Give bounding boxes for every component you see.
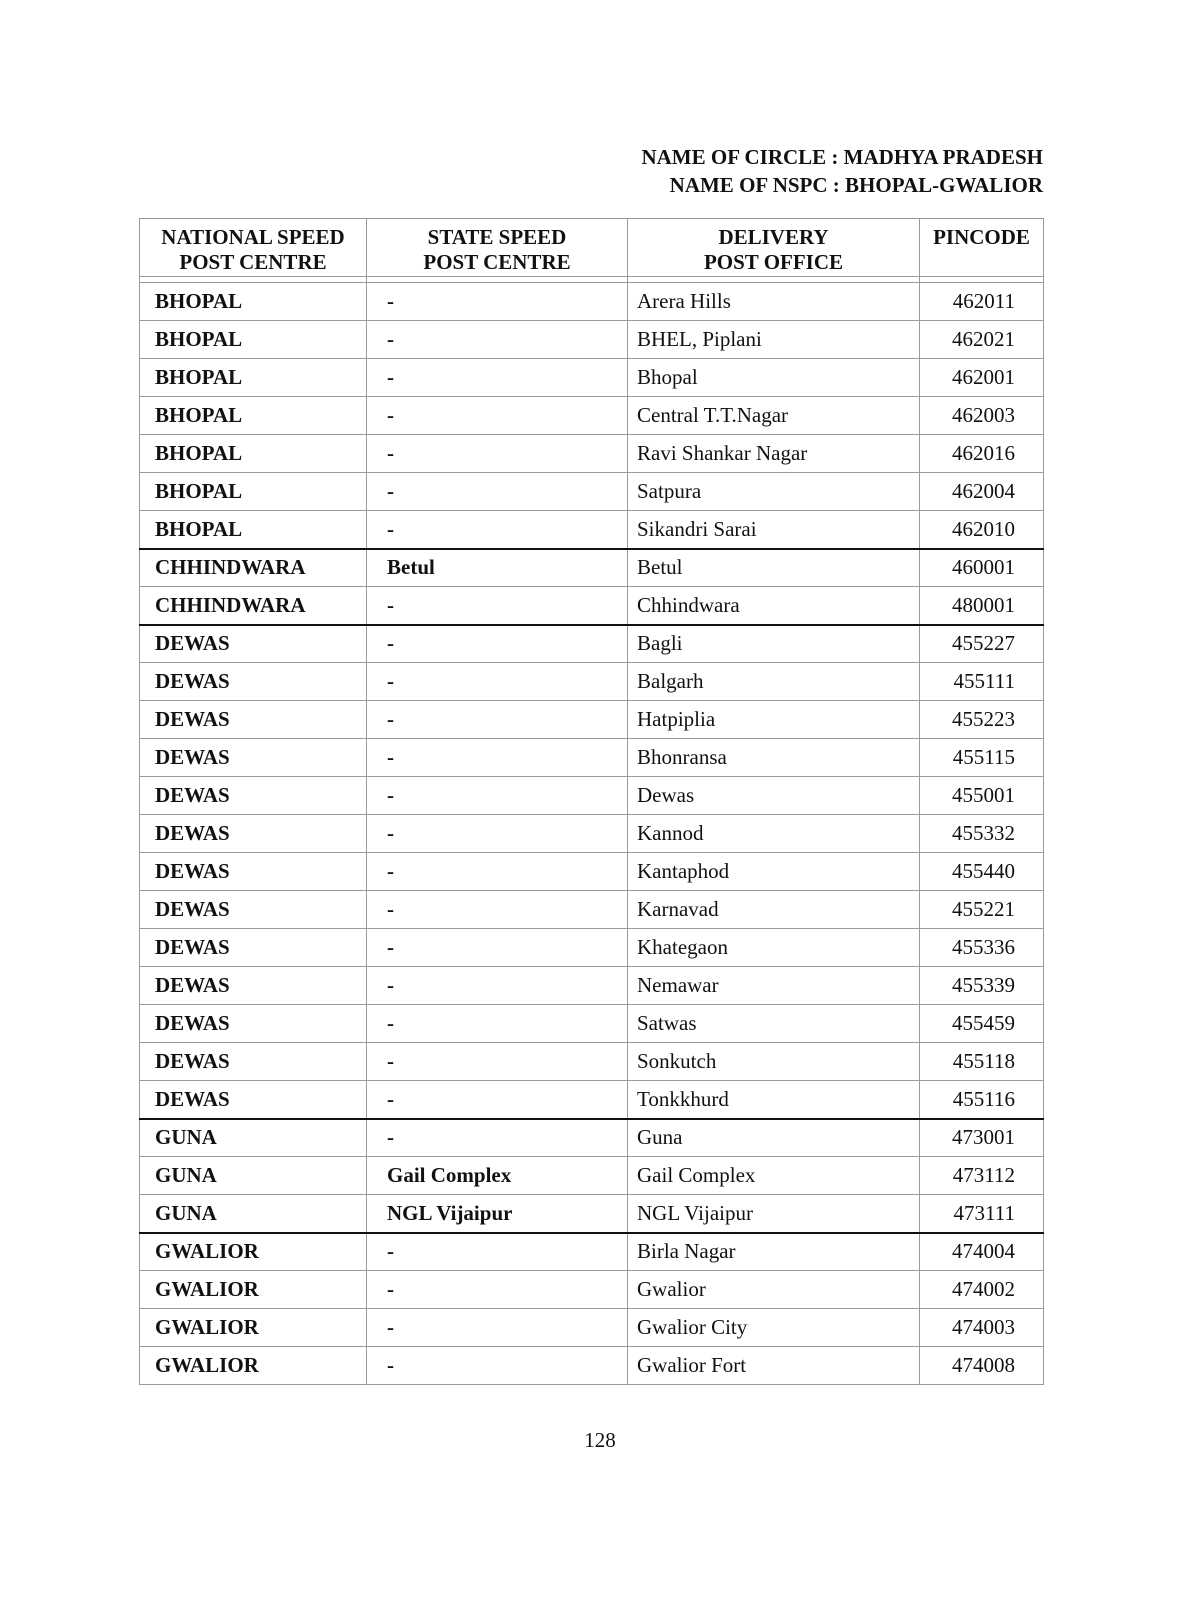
cell-nspc: BHOPAL (140, 397, 367, 435)
cell-pincode: 462003 (920, 397, 1044, 435)
table-row (140, 435, 1044, 473)
cell-pincode: 455336 (920, 929, 1044, 967)
table-row (140, 701, 1044, 739)
cell-nspc: DEWAS (140, 815, 367, 853)
document-header (641, 143, 1043, 199)
cell-pincode: 473111 (920, 1195, 1044, 1233)
cell-nspc: GWALIOR (140, 1271, 367, 1309)
cell-delivery-office: Guna (628, 1119, 920, 1157)
table-row (140, 549, 1044, 587)
cell-delivery-office: Birla Nagar (628, 1233, 920, 1271)
cell-nspc: CHHINDWARA (140, 549, 367, 587)
cell-delivery-office: Gwalior (628, 1271, 920, 1309)
column-header-office: DELIVERY POST OFFICE (628, 219, 920, 277)
cell-sspc: - (367, 511, 628, 549)
cell-nspc: BHOPAL (140, 435, 367, 473)
cell-nspc: DEWAS (140, 967, 367, 1005)
cell-delivery-office: Khategaon (628, 929, 920, 967)
column-header-pincode: PINCODE (920, 219, 1044, 277)
cell-delivery-office: Ravi Shankar Nagar (628, 435, 920, 473)
table-row (140, 929, 1044, 967)
cell-sspc: - (367, 739, 628, 777)
cell-pincode: 455111 (920, 663, 1044, 701)
cell-pincode: 462001 (920, 359, 1044, 397)
cell-pincode: 462021 (920, 321, 1044, 359)
cell-sspc: Betul (367, 549, 628, 587)
table-row (140, 967, 1044, 1005)
cell-delivery-office: Karnavad (628, 891, 920, 929)
cell-nspc: DEWAS (140, 1081, 367, 1119)
cell-nspc: BHOPAL (140, 359, 367, 397)
table-row (140, 1309, 1044, 1347)
cell-pincode: 462010 (920, 511, 1044, 549)
cell-nspc: DEWAS (140, 625, 367, 663)
cell-delivery-office: Bagli (628, 625, 920, 663)
cell-delivery-office: Kannod (628, 815, 920, 853)
cell-sspc: - (367, 1043, 628, 1081)
cell-delivery-office: Balgarh (628, 663, 920, 701)
cell-sspc: - (367, 701, 628, 739)
cell-nspc: GUNA (140, 1195, 367, 1233)
table-row (140, 739, 1044, 777)
cell-sspc: - (367, 853, 628, 891)
table-row (140, 1157, 1044, 1195)
cell-delivery-office: Kantaphod (628, 853, 920, 891)
cell-nspc: BHOPAL (140, 283, 367, 321)
cell-pincode: 455339 (920, 967, 1044, 1005)
cell-nspc: DEWAS (140, 777, 367, 815)
cell-sspc: Gail Complex (367, 1157, 628, 1195)
pincode-table (139, 218, 1044, 1385)
cell-sspc: - (367, 473, 628, 511)
cell-nspc: DEWAS (140, 663, 367, 701)
table-row (140, 815, 1044, 853)
table-row (140, 625, 1044, 663)
cell-nspc: GWALIOR (140, 1347, 367, 1385)
cell-delivery-office: Arera Hills (628, 283, 920, 321)
cell-delivery-office: Gail Complex (628, 1157, 920, 1195)
table-row (140, 283, 1044, 321)
cell-sspc: - (367, 283, 628, 321)
cell-pincode: 473112 (920, 1157, 1044, 1195)
cell-pincode: 474008 (920, 1347, 1044, 1385)
cell-nspc: DEWAS (140, 701, 367, 739)
cell-sspc: - (367, 1081, 628, 1119)
circle-name: NAME OF CIRCLE : MADHYA PRADESH (641, 145, 1043, 169)
table-row (140, 1347, 1044, 1385)
cell-pincode: 462004 (920, 473, 1044, 511)
cell-pincode: 455227 (920, 625, 1044, 663)
nspc-name: NAME OF NSPC : BHOPAL-GWALIOR (669, 173, 1043, 197)
table-row (140, 1271, 1044, 1309)
table-row (140, 359, 1044, 397)
cell-nspc: GWALIOR (140, 1309, 367, 1347)
cell-sspc: - (367, 435, 628, 473)
cell-delivery-office: BHEL, Piplani (628, 321, 920, 359)
cell-nspc: BHOPAL (140, 321, 367, 359)
cell-nspc: DEWAS (140, 1005, 367, 1043)
cell-pincode: 455332 (920, 815, 1044, 853)
cell-sspc: - (367, 587, 628, 625)
cell-pincode: 474004 (920, 1233, 1044, 1271)
table-row (140, 1195, 1044, 1233)
cell-pincode: 460001 (920, 549, 1044, 587)
column-header-sspc: STATE SPEED POST CENTRE (367, 219, 628, 277)
table-row (140, 1043, 1044, 1081)
column-header-nspc: NATIONAL SPEED POST CENTRE (140, 219, 367, 277)
table-row (140, 853, 1044, 891)
cell-nspc: CHHINDWARA (140, 587, 367, 625)
cell-sspc: - (367, 777, 628, 815)
cell-sspc: - (367, 1347, 628, 1385)
cell-sspc: - (367, 397, 628, 435)
cell-sspc: - (367, 1271, 628, 1309)
table-row (140, 587, 1044, 625)
cell-nspc: DEWAS (140, 1043, 367, 1081)
cell-sspc: - (367, 321, 628, 359)
table-row (140, 663, 1044, 701)
cell-delivery-office: Betul (628, 549, 920, 587)
table-row (140, 777, 1044, 815)
cell-sspc: - (367, 891, 628, 929)
cell-delivery-office: Bhonransa (628, 739, 920, 777)
cell-pincode: 455001 (920, 777, 1044, 815)
cell-sspc: - (367, 967, 628, 1005)
cell-pincode: 474002 (920, 1271, 1044, 1309)
cell-pincode: 474003 (920, 1309, 1044, 1347)
cell-pincode: 455221 (920, 891, 1044, 929)
cell-sspc: - (367, 1005, 628, 1043)
cell-pincode: 455223 (920, 701, 1044, 739)
table-row (140, 1233, 1044, 1271)
cell-nspc: GWALIOR (140, 1233, 367, 1271)
cell-delivery-office: Hatpiplia (628, 701, 920, 739)
cell-sspc: - (367, 1119, 628, 1157)
cell-delivery-office: Central T.T.Nagar (628, 397, 920, 435)
cell-pincode: 455440 (920, 853, 1044, 891)
cell-delivery-office: Satpura (628, 473, 920, 511)
cell-delivery-office: Satwas (628, 1005, 920, 1043)
cell-nspc: BHOPAL (140, 473, 367, 511)
table-row (140, 473, 1044, 511)
table-body (140, 277, 1044, 1385)
table-row (140, 1081, 1044, 1119)
cell-pincode: 480001 (920, 587, 1044, 625)
cell-nspc: DEWAS (140, 853, 367, 891)
cell-delivery-office: Gwalior Fort (628, 1347, 920, 1385)
table-row (140, 397, 1044, 435)
cell-delivery-office: NGL Vijaipur (628, 1195, 920, 1233)
cell-sspc: - (367, 929, 628, 967)
table-row (140, 1119, 1044, 1157)
cell-pincode: 462016 (920, 435, 1044, 473)
cell-nspc: GUNA (140, 1119, 367, 1157)
cell-delivery-office: Chhindwara (628, 587, 920, 625)
cell-pincode: 473001 (920, 1119, 1044, 1157)
cell-nspc: DEWAS (140, 929, 367, 967)
table-header-row (140, 219, 1044, 277)
table-row (140, 511, 1044, 549)
cell-sspc: - (367, 1309, 628, 1347)
cell-sspc: - (367, 663, 628, 701)
cell-delivery-office: Bhopal (628, 359, 920, 397)
cell-delivery-office: Tonkkhurd (628, 1081, 920, 1119)
table-row (140, 1005, 1044, 1043)
table-row (140, 891, 1044, 929)
page-number: 128 (584, 1428, 616, 1452)
cell-pincode: 455459 (920, 1005, 1044, 1043)
cell-sspc: - (367, 1233, 628, 1271)
cell-pincode: 462011 (920, 283, 1044, 321)
cell-delivery-office: Nemawar (628, 967, 920, 1005)
cell-pincode: 455115 (920, 739, 1044, 777)
cell-sspc: - (367, 359, 628, 397)
cell-delivery-office: Sikandri Sarai (628, 511, 920, 549)
cell-delivery-office: Gwalior City (628, 1309, 920, 1347)
cell-nspc: DEWAS (140, 739, 367, 777)
cell-sspc: - (367, 815, 628, 853)
table-row (140, 321, 1044, 359)
cell-pincode: 455118 (920, 1043, 1044, 1081)
cell-delivery-office: Sonkutch (628, 1043, 920, 1081)
cell-sspc: - (367, 625, 628, 663)
cell-nspc: DEWAS (140, 891, 367, 929)
cell-delivery-office: Dewas (628, 777, 920, 815)
cell-nspc: BHOPAL (140, 511, 367, 549)
cell-nspc: GUNA (140, 1157, 367, 1195)
cell-pincode: 455116 (920, 1081, 1044, 1119)
cell-sspc: NGL Vijaipur (367, 1195, 628, 1233)
